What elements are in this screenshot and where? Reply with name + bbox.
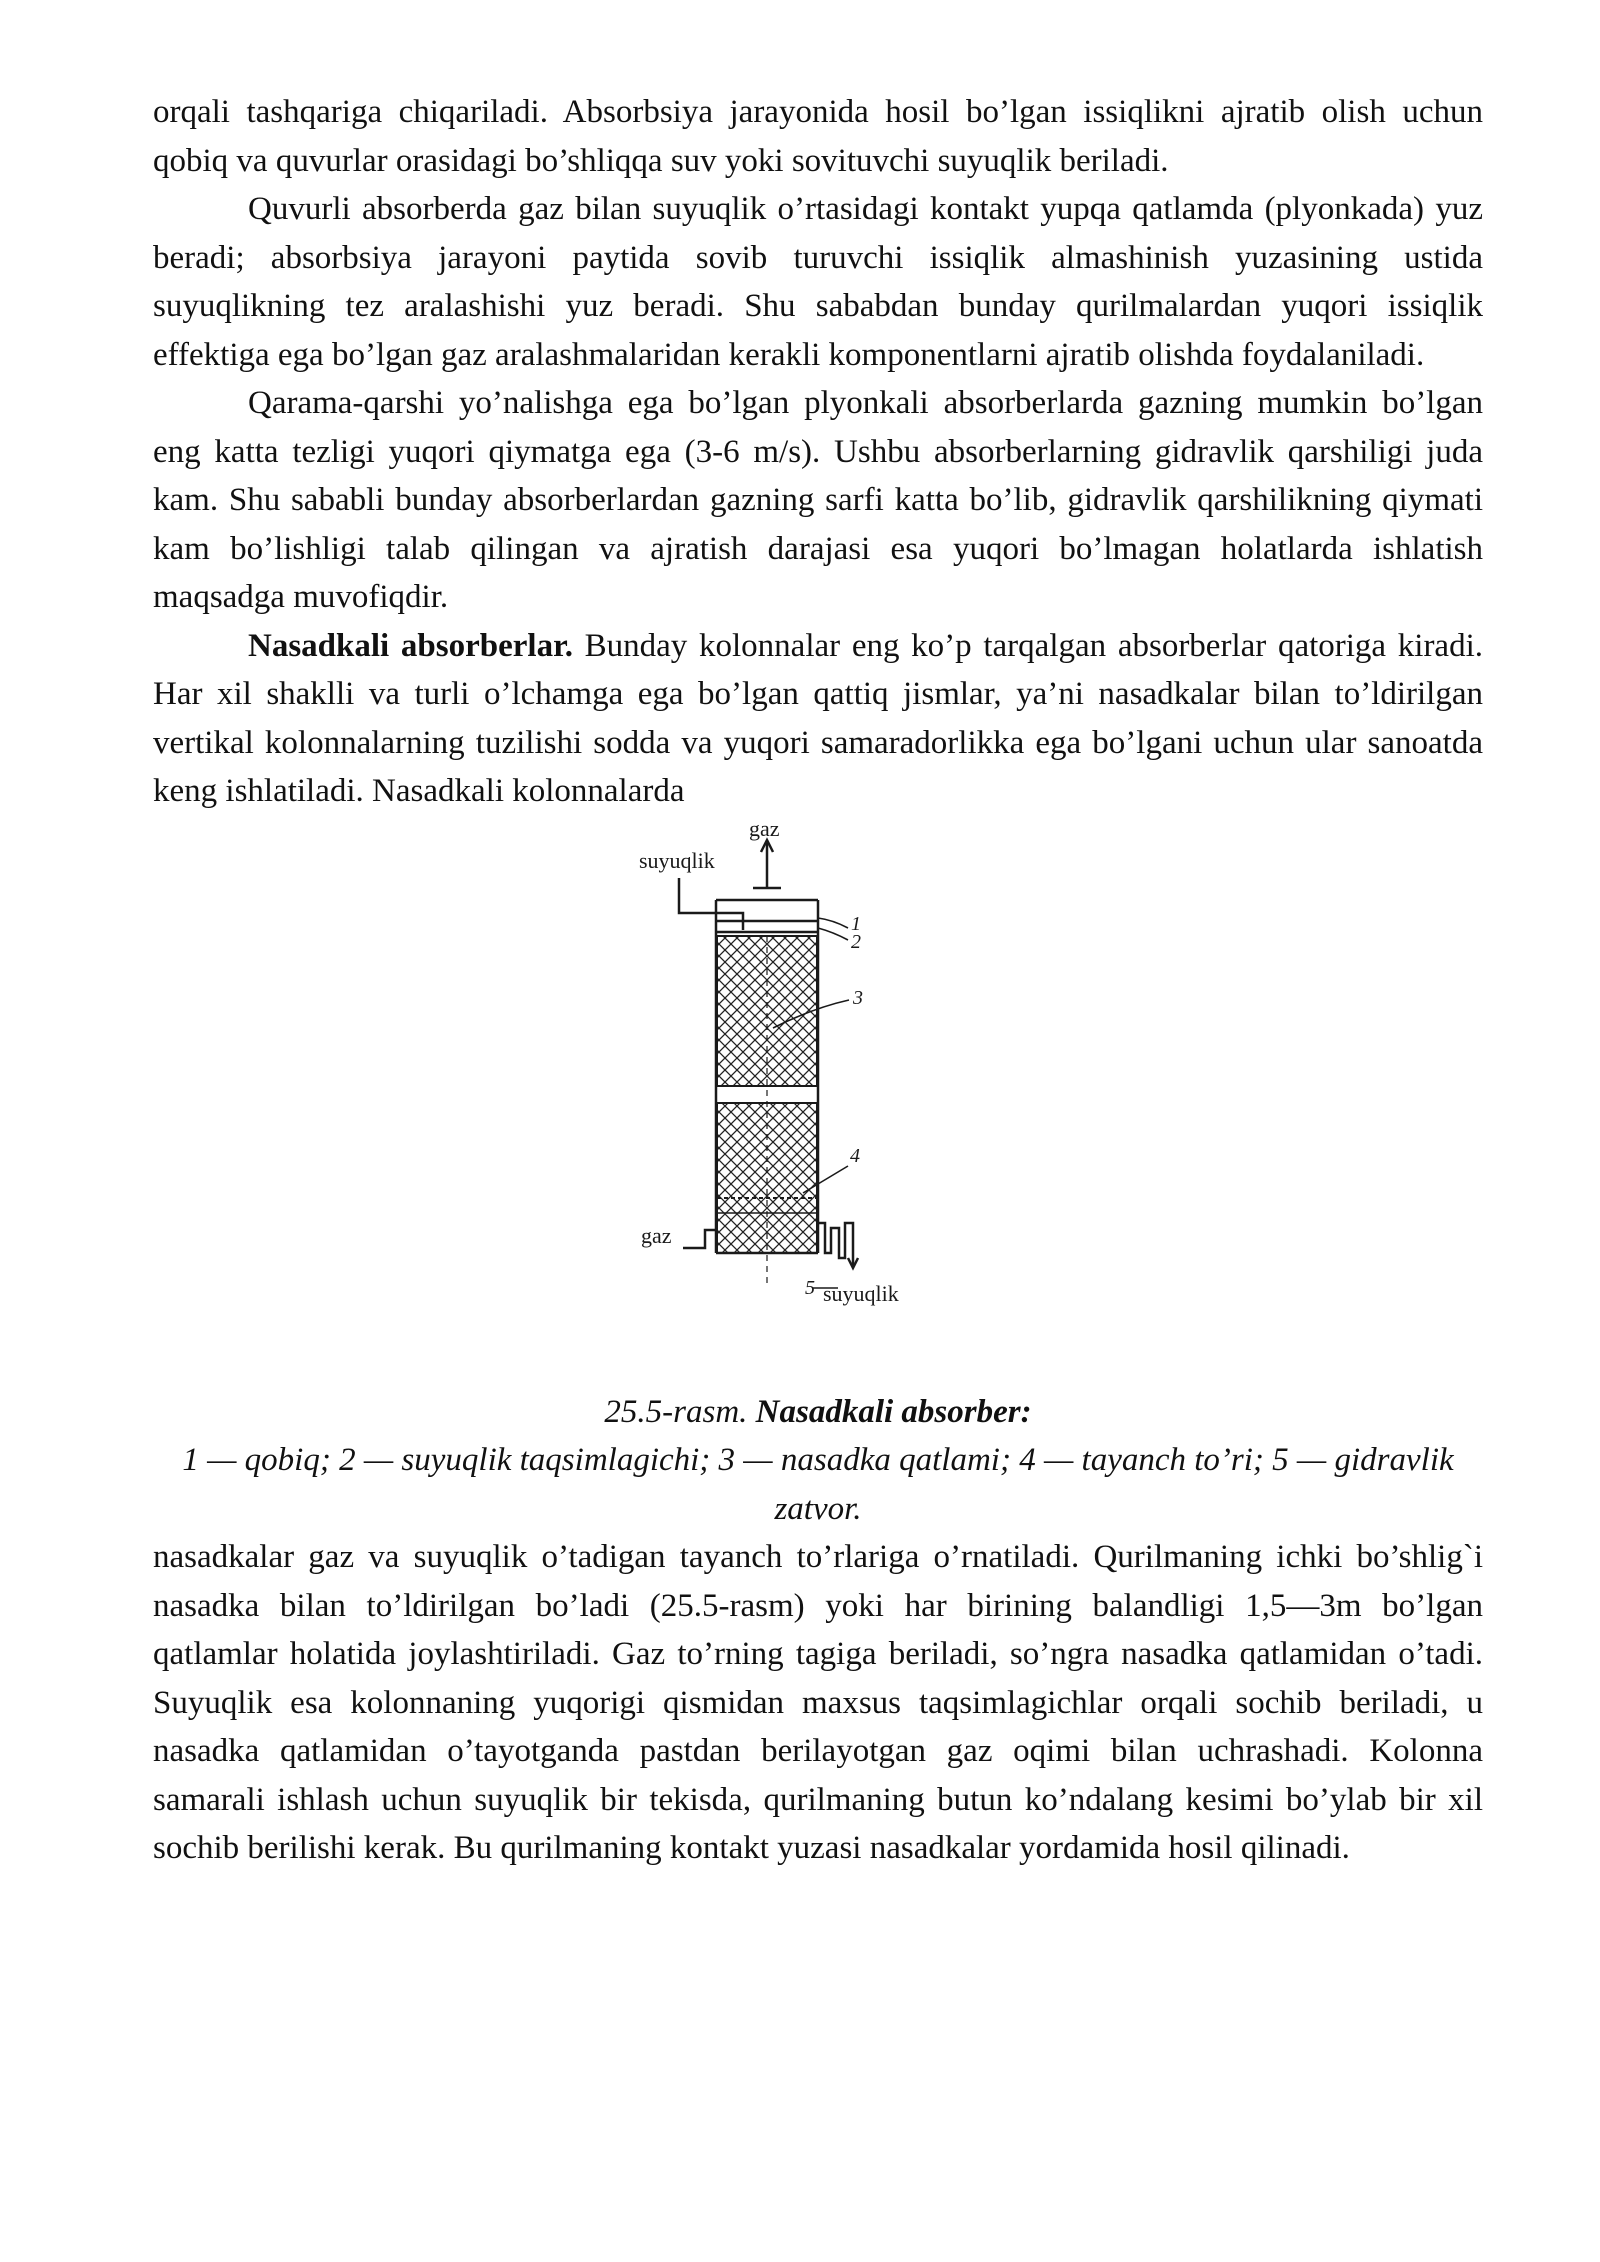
label-num-1: 1 [851, 912, 861, 935]
figure-legend: 1 — qobiq; 2 — suyuqlik taqsimlagichi; 3 — nasadka qatlami; 4 — tayanch to’ri; 5 — gidravlik zatvor. [182, 1442, 1454, 1527]
paragraph-4-text: Bunday kolonnalar eng ko’p tarqalgan absorberlar qatoriga kiradi. Har xil shaklli va turli o’lchamga ega bo’lgan qattiq jismlar, ya’ni nasadkalar bilan to’ldirilgan vertikal kolonnalarning tuzilishi sodda va yuqori samaradorlikka ega bo’lgani uchun ular sanoatda keng ishlatiladi. Nasadkali kolonnalarda [153, 627, 1483, 809]
paragraph-5: nasadkalar gaz va suyuqlik o’tadigan tayanch to’rlariga o’rnatiladi. Qurilmaning ichki bo’shlig`i nasadka bilan to’ldirilgan bo’ladi (25.5-rasm) yoki har birining balandligi 1,5—3m bo’lgan qatlamlar holatida joylashtiriladi. Gaz to’rning tagiga beriladi, so’ngra nasadka qatlamidan o’tadi. Suyuqlik esa kolonnaning yuqorigi qismidan maxsus taqsimlagichlar orqali sochib beriladi, u nasadka qatlamidan o’tayotganda pastdan berilayotgan gaz oqimi bilan uchrashadi. Kolonna samarali ishlash uchun suyuqlik bir tekisda, qurilmaning butun ko’ndalang kesimi bo’ylab bir xil sochib berilishi kerak. Bu qurilmaning kontakt yuzasi nasadkalar yordamida hosil qilinadi. [153, 1539, 1483, 1866]
label-liquid-top: suyuqlik [639, 847, 715, 873]
absorber-diagram [639, 815, 973, 1388]
label-num-3: 3 [853, 986, 863, 1009]
paragraph-3: Qarama-qarshi yo’nalishga ega bo’lgan plyonkali absorberlarda gazning mumkin bo’lgan eng katta tezligi yuqori qiymatga ega (3-6 m/s). Ushbu absorberlarning gidravlik qarshiligi juda kam. Shu sababli bunday absorberlardan gazning sarfi katta bo’lib, gidravlik qarshilikning qiymati kam bo’lishligi talab qilingan va ajratish darajasi esa yuqori bo’lmagan holatlarda ishlatish maqsadga muvofiqdir. [153, 385, 1483, 615]
label-num-5: 5 [805, 1276, 815, 1299]
section-heading-nasadkali: Nasadkali absorberlar. [248, 627, 573, 664]
label-num-2: 2 [851, 930, 861, 953]
document-page [153, 88, 1483, 1873]
caption-number: 25.5-rasm. [604, 1393, 748, 1430]
paragraph-2: Quvurli absorberda gaz bilan suyuqlik o’rtasidagi kontakt yupqa qatlamda (plyonkada) yuz beradi; absorbsiya jarayoni paytida sovib turuvchi issiqlik almashinish yuzasining ustida suyuqlikning tez aralashishi yuz beradi. Shu sababdan bunday qurilmalardan yuqori issiqlik effektiga ega bo’lgan gaz aralashmalaridan kerakli komponentlarni ajratib olishda foydalaniladi. [153, 191, 1483, 373]
paragraph-1: orqali tashqariga chiqariladi. Absorbsiya jarayonida hosil bo’lgan issiqlikni ajratib olish uchun qobiq va quvurlar orasidagi bo’shliqqa suv yoki sovituvchi suyuqlik beriladi. [153, 94, 1483, 179]
label-gas-top: gaz [749, 815, 780, 841]
caption-title: Nasadkali absorber: [755, 1393, 1032, 1430]
label-liquid-bottom: suyuqlik [823, 1280, 899, 1306]
label-num-4: 4 [850, 1144, 860, 1167]
figure-25-5 [153, 815, 1483, 1388]
label-gas-bottom: gaz [641, 1222, 672, 1248]
paragraph-4 [153, 622, 1483, 816]
figure-caption [153, 1388, 1483, 1437]
